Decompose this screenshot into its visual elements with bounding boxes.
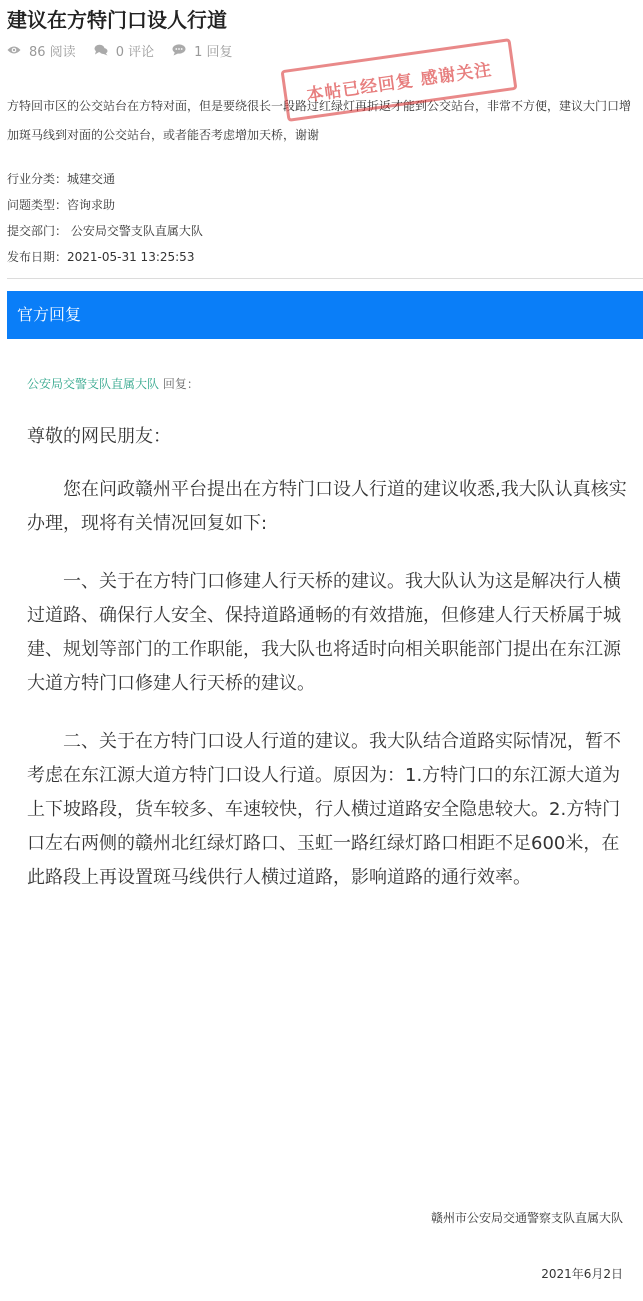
post-info <box>7 166 203 270</box>
reply-attribution <box>27 375 199 393</box>
reply-paragraph: 一、关于在方特门口修建人行天桥的建议。我大队认为这是解决行人横过道路、确保行人安全、保持道路通畅的有效措施，但修建人行天桥属于城建、规划等部门的工作职能，我大队也将适时向相关职能部门提出在东江源大道方特门口修建人行天桥的建议。 <box>27 571 621 694</box>
eye-icon <box>7 45 21 55</box>
post-title: 建议在方特门口设人行道 <box>7 8 227 32</box>
reply-greeting: 尊敬的网民朋友： <box>27 426 171 447</box>
read-count-label: 86 阅读 <box>29 44 76 60</box>
comment-count-label: 0 评论 <box>115 44 155 60</box>
reply-paragraph: 您在问政赣州平台提出在方特门口设人行道的建议收悉,我大队认真核实办理，现将有关情况回复如下: <box>27 479 627 534</box>
post-stats <box>7 40 251 60</box>
reply-signature: 赣州市公安局交通警察支队直属大队 <box>430 1211 623 1225</box>
reply-count <box>172 41 232 60</box>
reply-letter <box>27 420 627 919</box>
official-reply-header: 官方回复 <box>7 291 643 339</box>
comment-count <box>94 41 154 60</box>
read-count <box>7 41 76 60</box>
reply-suffix: 回复： <box>159 377 199 391</box>
post-content: 方特回市区的公交站台在方特对面，但是要绕很长一段路过红绿灯再折返才能到公交站台，非常不方便，建议大门口增加斑马线到对面的公交站台，或者能否考虑增加天桥，谢谢 <box>7 99 632 142</box>
reply-org-link[interactable]: 公安局交警支队直属大队 <box>27 377 160 391</box>
publish-date: 发布日期：2021-05-31 13:25:53 <box>7 250 195 264</box>
reply-count-label: 1 回复 <box>194 44 233 60</box>
comments-icon <box>94 44 108 56</box>
speech-bubble-icon <box>172 44 186 56</box>
industry-category: 行业分类：城建交通 <box>7 172 116 186</box>
submit-department: 提交部门： 公安局交警支队直属大队 <box>7 224 203 238</box>
reply-date: 2021年6月2日 <box>541 1267 623 1281</box>
replied-stamp: 本帖已经回复 感谢关注 <box>281 38 518 122</box>
question-type: 问题类型：咨询求助 <box>7 198 116 212</box>
reply-paragraph: 二、关于在方特门口设人行道的建议。我大队结合道路实际情况，暂不考虑在东江源大道方特门口设人行道。原因为：1.方特门口的东江源大道为上下坡路段，货车较多、车速较快，行人横过道路安全隐患较大。2.方特门口左右两侧的赣州北红绿灯路口、玉虹一路红绿灯路口相距不足600米，在此路段上再设置斑马线供行人横过道路，影响道路的通行效率。 <box>27 731 621 888</box>
divider <box>7 278 643 279</box>
